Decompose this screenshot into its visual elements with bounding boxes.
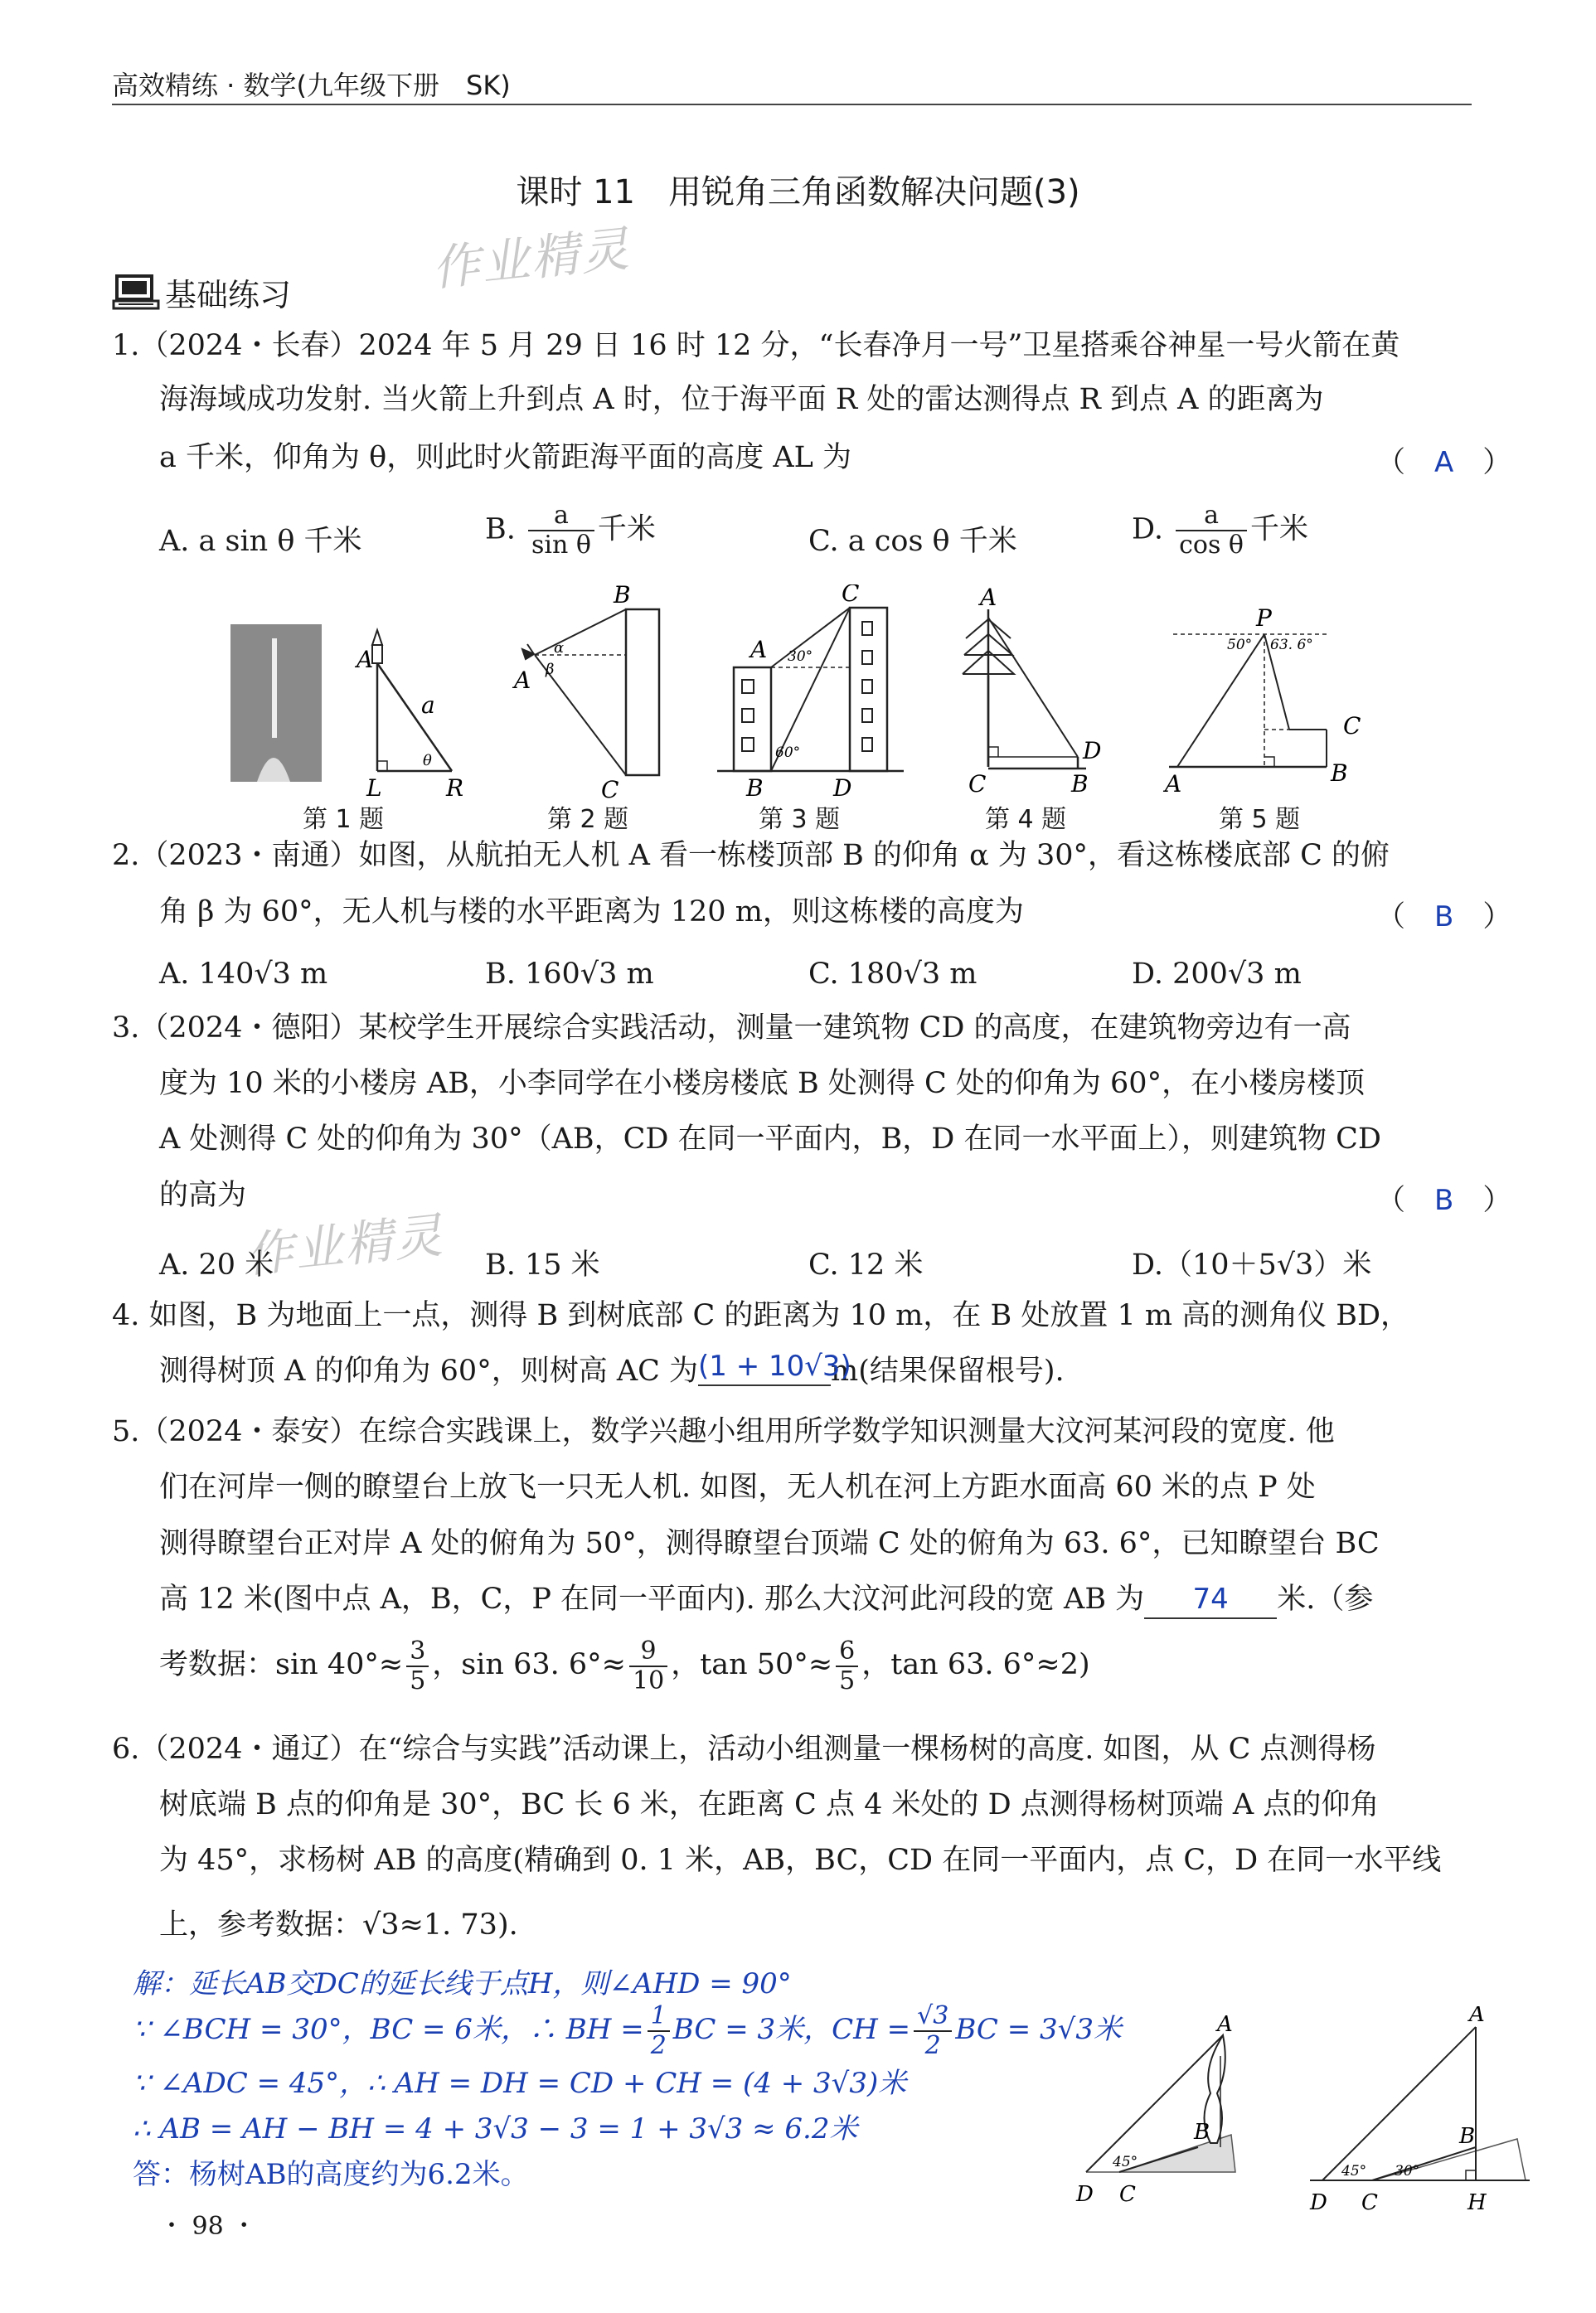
q2-option-d: D. 200√3 m: [1132, 958, 1302, 991]
solution-line-4: ∴ AB = AH − BH = 4 + 3√3 − 3 = 1 + 3√3 ≈ 6.2米: [133, 2112, 858, 2146]
fig1-caption: 第 1 题: [303, 805, 385, 834]
fig4-label-d: D: [1083, 737, 1102, 764]
watermark-2: 作业精灵: [242, 1206, 447, 1284]
fig6b-label-30: 30°: [1395, 2163, 1420, 2180]
q5-reference-data: 考数据：sin 40°≈ $\frac{3}{5}$ ，sin 63. 6°≈ $\frac{9}{10}$ ，tan 50°≈ $\frac{6}{5}$ ，tan 63. 6°≈2): [159, 1636, 1090, 1695]
q1-option-c: C. a cos θ 千米: [808, 525, 1017, 558]
section-heading: [112, 269, 291, 315]
fig6a-label-d: D: [1076, 2182, 1094, 2207]
q2-line-1: 2.（2023・南通）如图，从航拍无人机 A 看一栋楼顶部 B 的仰角 α 为 30°，看这栋楼底部 C 的俯: [112, 839, 1390, 872]
header-rule: [112, 104, 1472, 105]
figure-6: [1070, 2006, 1567, 2214]
fig6-line-version: [1309, 2006, 1530, 2214]
fig2-label-c: C: [601, 776, 619, 800]
q1-line-3: a 千米，仰角为 θ，则此时火箭距海平面的高度 AL 为: [159, 441, 851, 474]
fig1-label-theta: θ: [423, 752, 432, 769]
q5-line-3: 测得瞭望台正对岸 A 处的俯角为 50°，测得瞭望台顶端 C 处的俯角为 63. 6°，已知瞭望台 BC: [159, 1527, 1380, 1560]
figure-5: [1162, 604, 1361, 798]
q5-line-2: 们在河岸一侧的瞭望台上放飞一只无人机. 如图，无人机在河上方距水面高 60 米的点 P 处: [159, 1471, 1316, 1504]
computer-icon: [112, 274, 160, 312]
watermark: 作业精灵: [429, 220, 633, 298]
q1-option-b: B. $\frac{a}{\text{sin θ}}$ 千米: [485, 501, 656, 560]
solution-line-3: ∵ ∠ADC = 45°，∴ AH = DH = CD + CH = (4 + 3√3)米: [133, 2067, 907, 2100]
fig5-label-p: P: [1256, 604, 1272, 632]
fig6a-label-b: B: [1194, 2120, 1210, 2145]
page-header: 高效精练 · 数学(九年级下册 SK): [112, 70, 511, 101]
fig6-tree-version: [1075, 2012, 1235, 2207]
page-number: ・ 98 ・: [159, 2212, 257, 2241]
q3-line-3: A 处测得 C 处的仰角为 30°（AB，CD 在同一平面内，B，D 在同一水平面上），则建筑物 CD: [159, 1123, 1381, 1156]
lesson-title: 课时 11 用锐角三角函数解决问题(3): [516, 173, 1080, 211]
fig1-label-side: a: [421, 691, 435, 719]
figure-3: [717, 584, 904, 800]
q1-answer-bracket: （ A ）: [1376, 446, 1512, 479]
fig5-label-50: 50°: [1227, 637, 1253, 653]
q1-line-2: 海海域成功发射. 当火箭上升到点 A 时，位于海平面 R 处的雷达测得点 R 到点 A 的距离为: [159, 383, 1324, 416]
fig2-caption: 第 2 题: [547, 805, 629, 834]
q2-answer: B: [1434, 900, 1454, 933]
q2-answer-bracket: （ B ）: [1376, 900, 1512, 933]
q3-line-4: 的高为: [159, 1179, 247, 1212]
section-label: 基础练习: [165, 277, 292, 313]
fig3-label-30: 30°: [788, 648, 813, 665]
q3-answer-bracket: （ B ）: [1376, 1184, 1512, 1217]
fig6a-label-45: 45°: [1113, 2154, 1138, 2170]
figure-4: [963, 584, 1101, 798]
fig4-label-c: C: [968, 770, 987, 798]
fig6b-label-d: D: [1310, 2190, 1327, 2214]
q4-line-1: 4. 如图，B 为地面上一点，测得 B 到树底部 C 的距离为 10 m，在 B 处放置 1 m 高的测角仪 BD，: [112, 1299, 1410, 1332]
fig5-label-636: 63. 6°: [1270, 637, 1313, 653]
solution-line-2: ∵ ∠BCH = 30°，BC = 6米，∴ BH = $\frac{1}{2}$ BC = 3米，CH = $\frac{√3}{2}$ BC = 3√3米: [133, 2001, 1122, 2060]
figures-row: [224, 584, 1401, 800]
fig6b-label-b: B: [1459, 2124, 1476, 2149]
fig6a-label-c: C: [1119, 2182, 1136, 2207]
fig2-label-alpha: α: [554, 639, 565, 657]
q5-line-4: 高 12 米(图中点 A，B，C，P 在同一平面内). 那么大汶河此河段的宽 AB 为 74 米.（参: [159, 1581, 1373, 1619]
q3-option-d: D.（10＋5√3）米: [1132, 1249, 1372, 1282]
fig5-caption: 第 5 题: [1219, 805, 1301, 834]
fig5-label-c: C: [1343, 712, 1361, 739]
q2-option-c: C. 180√3 m: [808, 958, 977, 991]
q6-line-2: 树底端 B 点的仰角是 30°，BC 长 6 米，在距离 C 点 4 米处的 D 点测得杨树顶端 A 点的仰角: [159, 1788, 1380, 1821]
q1-option-a: A. a sin θ 千米: [159, 525, 362, 558]
fig2-label-beta: β: [546, 661, 555, 678]
q1-line-1: 1.（2024・长春）2024 年 5 月 29 日 16 时 12 分，“长春净月一号”卫星搭乘谷神星一号火箭在黄: [112, 329, 1400, 362]
fig1-label-l: L: [366, 774, 382, 800]
solution-line-5: 答：杨树AB的高度约为6.2米。: [133, 2158, 529, 2191]
fig6b-label-c: C: [1361, 2190, 1378, 2214]
fig3-label-d: D: [833, 774, 852, 800]
q6-line-4: 上，参考数据：√3≈1. 73).: [159, 1908, 518, 1942]
q3-line-2: 度为 10 米的小楼房 AB，小李同学在小楼房楼底 B 处测得 C 处的仰角为 60°，在小楼房楼顶: [159, 1067, 1366, 1100]
fig3-label-60: 60°: [775, 744, 801, 761]
fig3-label-a: A: [750, 636, 768, 663]
fig5-label-b: B: [1331, 759, 1348, 787]
q3-answer: B: [1434, 1184, 1454, 1217]
fig4-label-a: A: [980, 584, 997, 611]
q6-line-3: 为 45°，求杨树 AB 的高度(精确到 0. 1 米，AB，BC，CD 在同一平面内，点 C，D 在同一水平线: [159, 1844, 1442, 1877]
q1-answer: A: [1434, 446, 1454, 479]
q2-option-a: A. 140√3 m: [159, 958, 328, 991]
q2-line-2: 角 β 为 60°，无人机与楼的水平距离为 120 m，则这栋楼的高度为: [159, 895, 1024, 929]
fig2-label-b: B: [614, 584, 631, 609]
q6-line-1: 6.（2024・通辽）在“综合与实践”活动课上，活动小组测量一棵杨树的高度. 如图，从 C 点测得杨: [112, 1733, 1376, 1766]
fig3-label-c: C: [842, 584, 860, 607]
solution-line-1: 解：延长AB交DC的延长线于点H，则∠AHD = 90°: [133, 1967, 792, 2000]
fig5-label-a: A: [1165, 770, 1182, 798]
q1-option-d: D. $\frac{a}{\text{cos θ}}$ 千米: [1132, 501, 1308, 560]
figure-1: [230, 624, 463, 800]
fig3-caption: 第 3 题: [759, 805, 841, 834]
q3-line-1: 3.（2024・德阳）某校学生开展综合实践活动，测量一建筑物 CD 的高度，在建筑物旁边有一高: [112, 1011, 1351, 1045]
fig6b-label-45: 45°: [1341, 2163, 1367, 2180]
fig1-label-r: R: [446, 774, 464, 800]
fig6b-label-h: H: [1467, 2190, 1487, 2214]
fig4-label-b: B: [1071, 770, 1089, 798]
fig6a-label-a: A: [1217, 2012, 1233, 2037]
fig6b-label-a: A: [1469, 2006, 1485, 2027]
q3-option-b: B. 15 米: [485, 1249, 600, 1282]
q2-option-b: B. 160√3 m: [485, 958, 654, 991]
fig3-label-b: B: [746, 774, 764, 800]
q3-option-a: A. 20 米: [159, 1249, 274, 1282]
q4-answer: (1 + 10√3): [698, 1350, 851, 1383]
q4-line-2: 测得树顶 A 的仰角为 60°，则树高 AC 为(1 + 10√3)m(结果保留根号).: [159, 1350, 1065, 1388]
fig1-label-a: A: [357, 646, 374, 673]
q3-option-c: C. 12 米: [808, 1249, 924, 1282]
fig2-label-a: A: [514, 667, 531, 694]
fig4-caption: 第 4 题: [985, 805, 1067, 834]
q5-line-1: 5.（2024・泰安）在综合实践课上，数学兴趣小组用所学数学知识测量大汶河某河段的宽度. 他: [112, 1415, 1335, 1448]
q5-answer: 74: [1192, 1583, 1229, 1616]
figure-2: [512, 584, 659, 800]
